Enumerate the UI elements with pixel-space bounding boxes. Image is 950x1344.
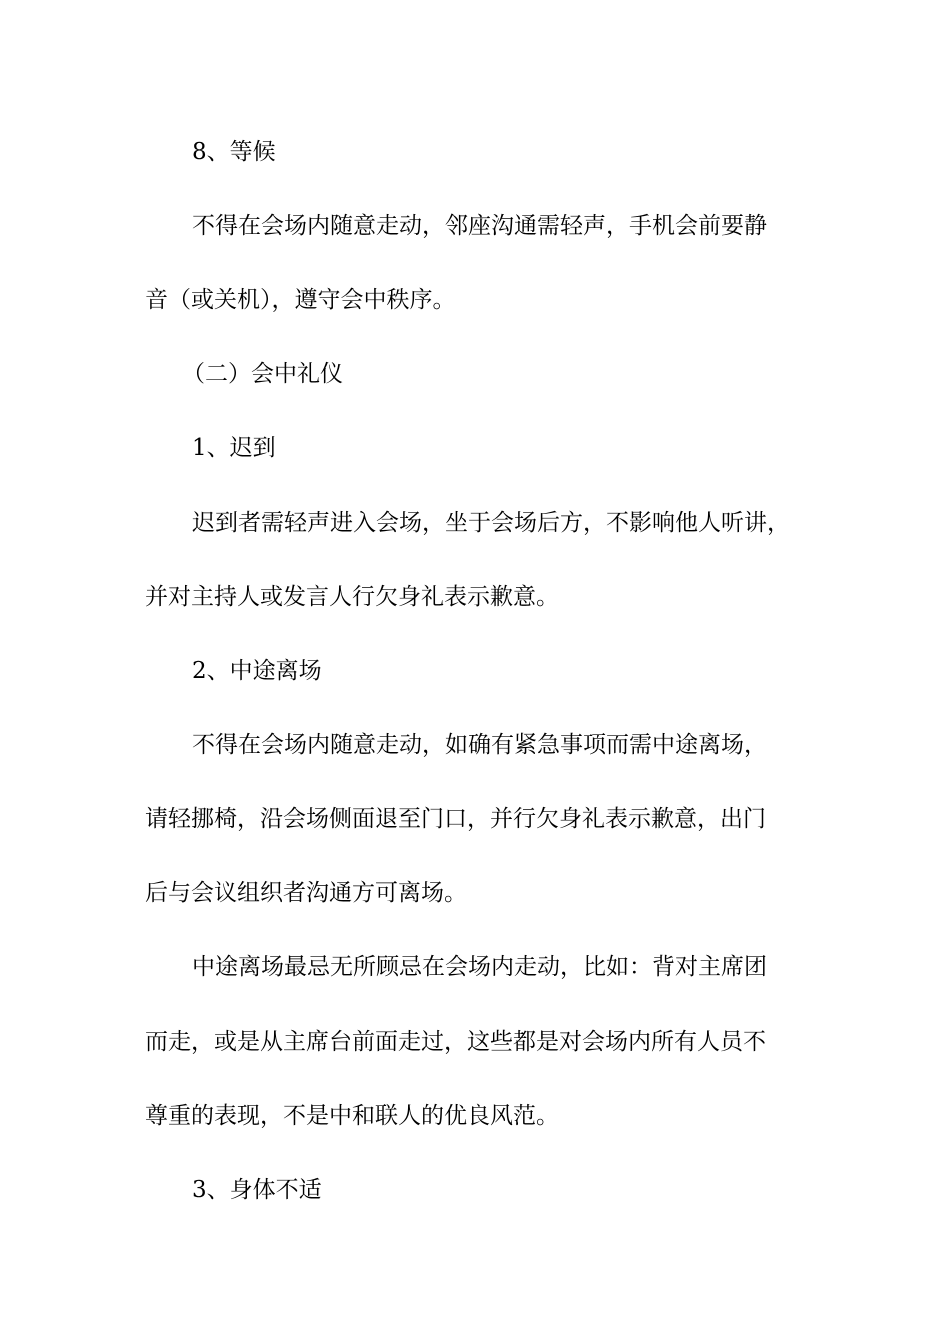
paragraph-line: 中途离场最忌无所顾忌在会场内走动，比如：背对主席团 <box>192 954 767 980</box>
paragraph-line: 不得在会场内随意走动，如确有紧急事项而需中途离场， <box>192 732 767 758</box>
section-heading-late: 1、迟到 <box>192 435 276 461</box>
paragraph-line: 而走，或是从主席台前面走过，这些都是对会场内所有人员不 <box>145 1029 766 1055</box>
paragraph-line: 后与会议组织者沟通方可离场。 <box>145 880 467 906</box>
section-heading-unwell: 3、身体不适 <box>192 1177 322 1203</box>
section-heading-waiting: 8、等候 <box>192 139 276 165</box>
paragraph-line: 音（或关机），遵守会中秩序。 <box>145 287 456 313</box>
section-heading-meeting-etiquette: （二）会中礼仪 <box>182 361 343 387</box>
paragraph-line: 并对主持人或发言人行欠身礼表示歉意。 <box>145 584 559 610</box>
section-heading-leaving-early: 2、中途离场 <box>192 658 322 684</box>
paragraph-line: 迟到者需轻声进入会场，坐于会场后方，不影响他人听讲， <box>192 510 790 536</box>
paragraph-line: 尊重的表现，不是中和联人的优良风范。 <box>145 1103 559 1129</box>
paragraph-line: 请轻挪椅，沿会场侧面退至门口，并行欠身礼表示歉意，出门 <box>145 806 766 832</box>
paragraph-line: 不得在会场内随意走动，邻座沟通需轻声，手机会前要静 <box>192 213 767 239</box>
